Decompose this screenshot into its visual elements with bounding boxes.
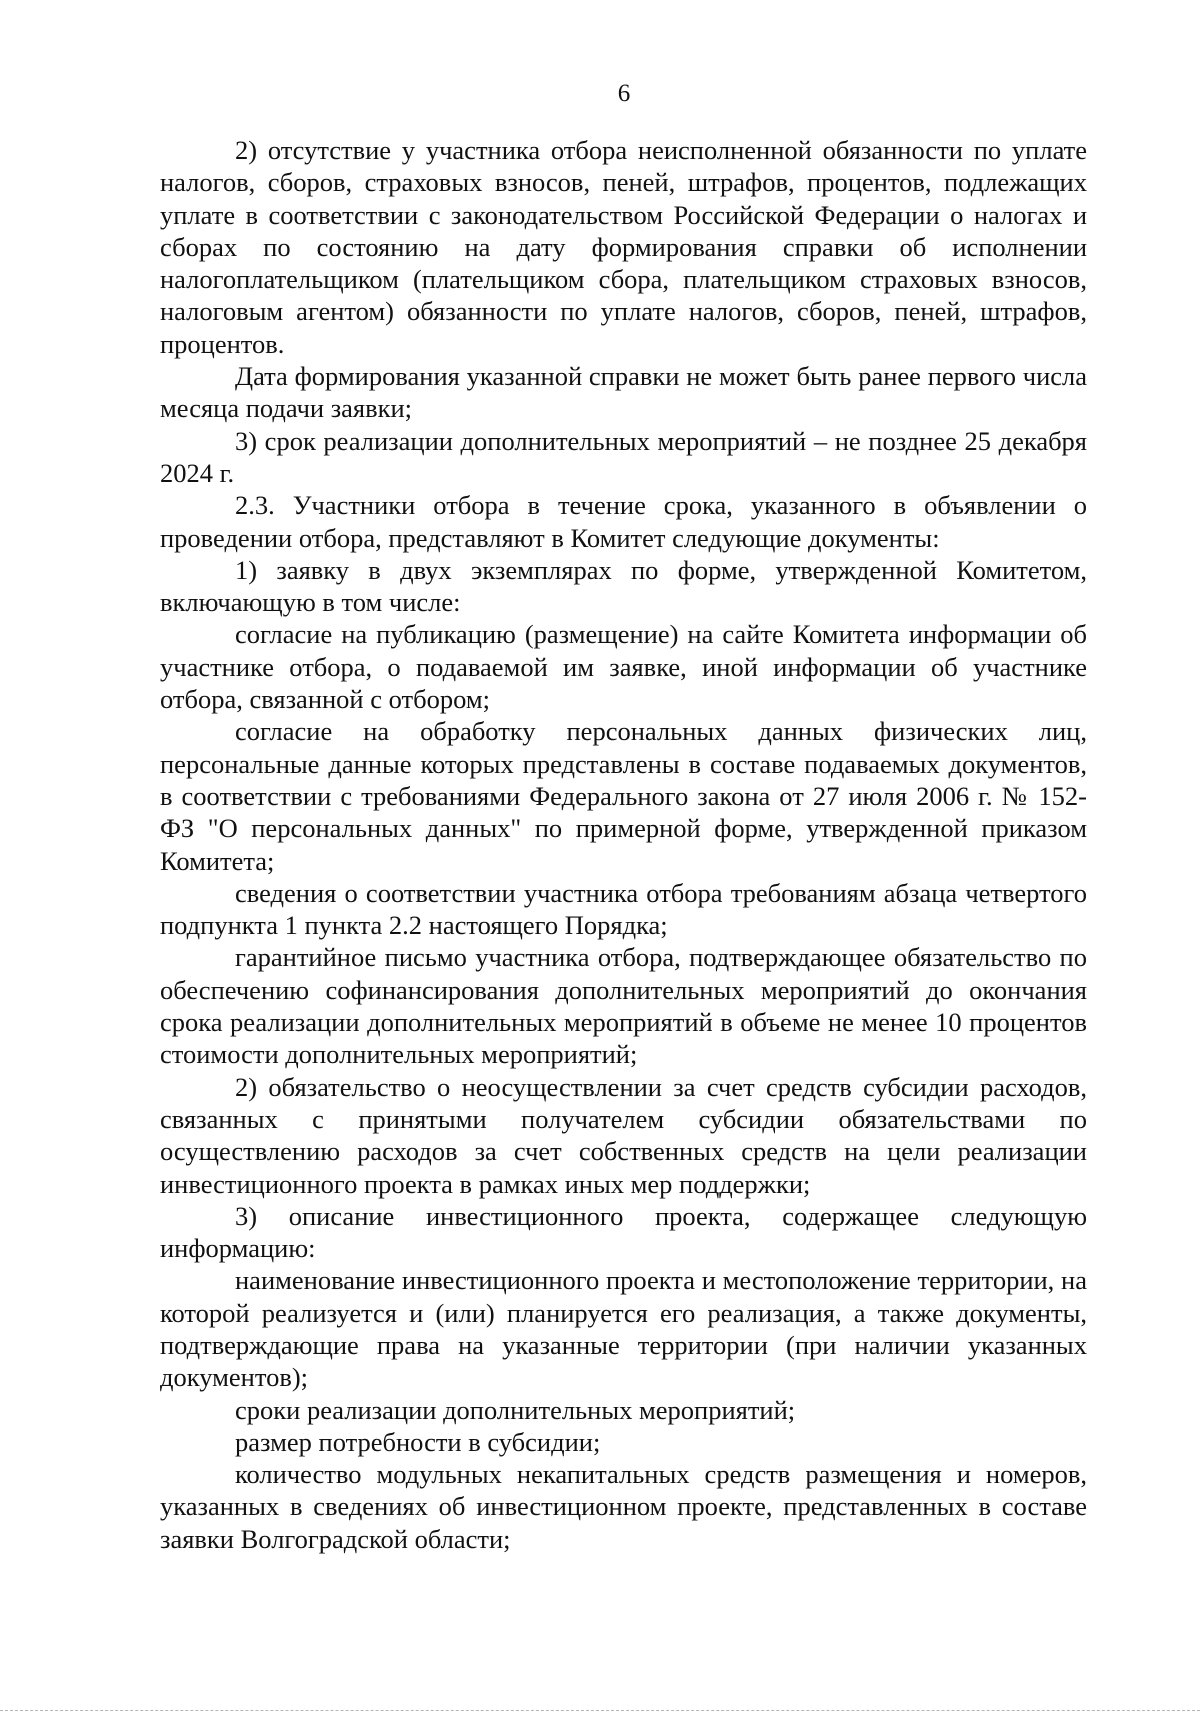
paragraph: согласие на обработку персональных данных физических лиц, персональные данные которых представлены в составе подаваемых документов, в соответствии с требованиями Федерального закона от 27 июля 2006 г. № 152-ФЗ "О персональных данных" по примерной форме, утвержденной приказом Комитета; bbox=[160, 716, 1087, 876]
paragraph: количество модульных некапитальных средств размещения и номеров, указанных в сведениях об инвестиционном проекте, представленных в составе заявки Волгоградской области; bbox=[160, 1459, 1087, 1554]
paragraph: размер потребности в субсидии; bbox=[235, 1426, 601, 1457]
paragraph: 1) заявку в двух экземплярах по форме, утвержденной Комитетом, включающую в том числе: bbox=[160, 554, 1087, 618]
paragraph: наименование инвестиционного проекта и местоположение территории, на которой реализуется и (или) планируется его реализация, а также документы, подтверждающие права на указанные территории (при наличии указанных документов); bbox=[160, 1265, 1087, 1393]
paragraph: 2) обязательство о неосуществлении за счет средств субсидии расходов, связанных с принятыми получателем субсидии обязательствами по осуществлению расходов за счет собственных средств на цели реализации инвестиционного проекта в рамках иных мер поддержки; bbox=[160, 1071, 1087, 1199]
paragraph: сведения о соответствии участника отбора требованиям абзаца четвертого подпункта 1 пункта 2.2 настоящего Порядка; bbox=[160, 877, 1087, 941]
paragraph: 3) срок реализации дополнительных мероприятий – не позднее 25 декабря 2024 г. bbox=[160, 425, 1087, 488]
paragraph: 3) описание инвестиционного проекта, содержащее следующую информацию: bbox=[160, 1200, 1087, 1264]
scan-edge bbox=[0, 1710, 1200, 1717]
paragraph: 2.3. Участники отбора в течение срока, указанного в объявлении о проведении отбора, представляют в Комитет следующие документы: bbox=[160, 490, 1087, 553]
paragraph: сроки реализации дополнительных мероприятий; bbox=[235, 1394, 796, 1425]
paragraph: Дата формирования указанной справки не может быть ранее первого числа месяца подачи заявки; bbox=[160, 361, 1087, 424]
document-body bbox=[160, 134, 1087, 1555]
paragraph: гарантийное письмо участника отбора, подтверждающее обязательство по обеспечению софинансирования дополнительных мероприятий до окончания срока реализации дополнительных мероприятий в объеме не менее 10 процентов стоимости дополнительных мероприятий; bbox=[160, 942, 1087, 1070]
page-number: 6 bbox=[617, 80, 631, 107]
paragraph: согласие на публикацию (размещение) на сайте Комитета информации об участнике отбора, о подаваемой им заявке, иной информации об участнике отбора, связанной с отбором; bbox=[160, 619, 1087, 715]
paragraph: 2) отсутствие у участника отбора неисполненной обязанности по уплате налогов, сборов, страховых взносов, пеней, штрафов, процентов, подлежащих уплате в соответствии с законодательством Российской Федерации о налогах и сборах по состоянию на дату формирования справки об исполнении налогоплательщиком (плательщиком сбора, плательщиком страховых взносов, налоговым агентом) обязанности по уплате налогов, сборов, пеней, штрафов, процентов. bbox=[160, 135, 1087, 359]
